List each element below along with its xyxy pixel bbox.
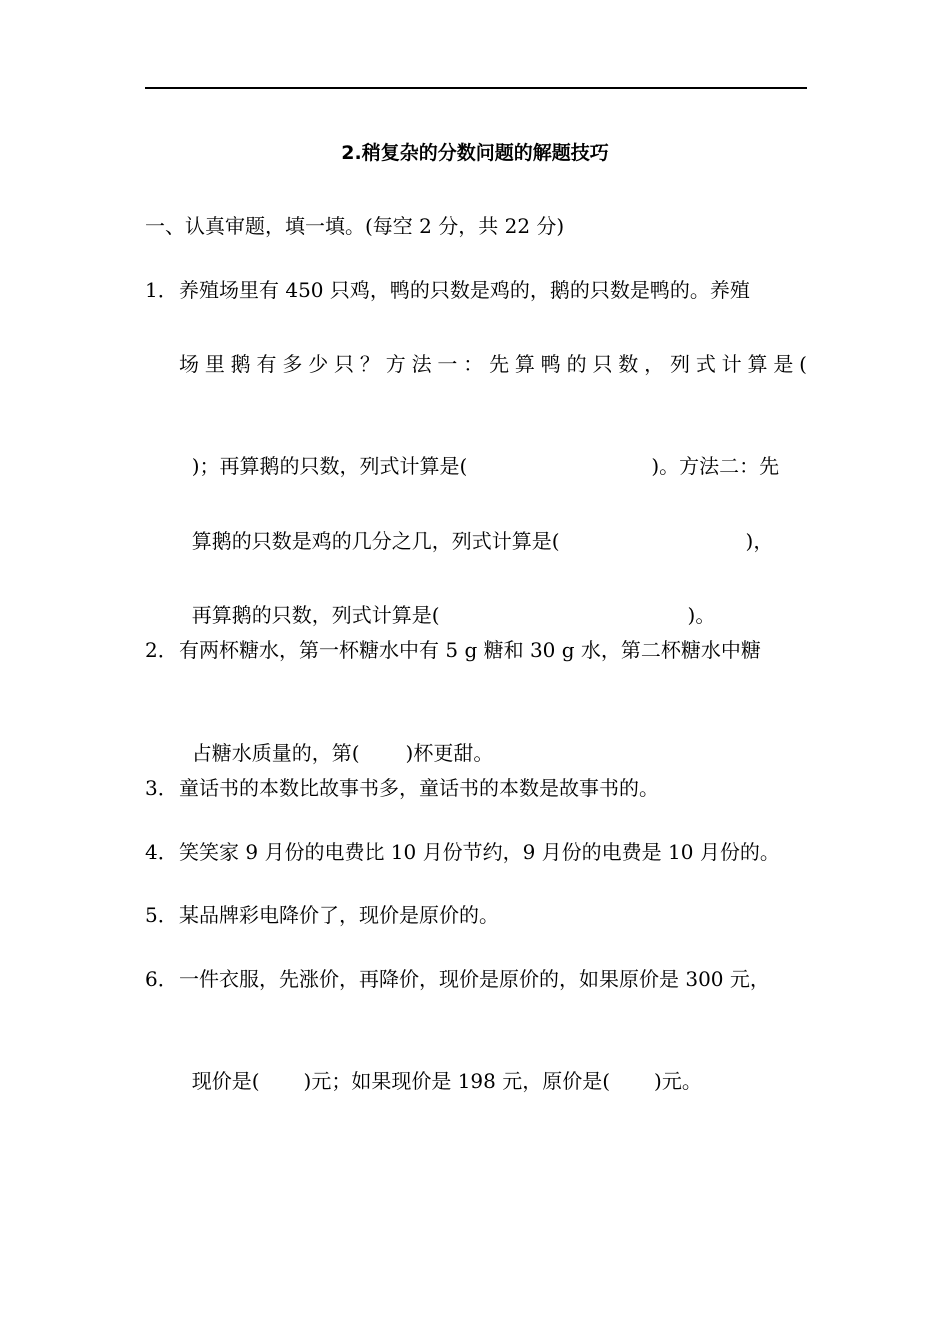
question-1-line-3 [179, 424, 779, 480]
question-6-number: 6． [145, 967, 178, 991]
question-5-number: 5． [145, 903, 178, 927]
question-1-text-5b: )。 [687, 603, 716, 627]
question-6-line-2 [179, 1039, 702, 1095]
question-1-text-4b: )， [745, 529, 774, 553]
question-1-text-4a: 算鹅的只数是鸡的几分之几，列式计算是( [191, 529, 560, 553]
question-6-text-2b: )元；如果现价是 198 元，原价是( [303, 1069, 611, 1093]
question-2-line-1: 有两杯糖水，第一杯糖水中有 5 g 糖和 30 g 水，第二杯糖水中糖 [179, 638, 761, 662]
question-2-line-2 [179, 711, 493, 767]
header-rule [145, 87, 807, 89]
question-5-line-1: 某品牌彩电降价了，现价是原价的。 [179, 903, 499, 927]
question-1-text-3b: )。方法二：先 [651, 454, 780, 478]
question-1-line-5 [179, 573, 715, 629]
question-6-text-2a: 现价是( [191, 1069, 260, 1093]
question-4-line-1: 笑笑家 9 月份的电费比 10 月份节约，9 月份的电费是 10 月份的。 [179, 840, 780, 864]
question-1-text-5a: 再算鹅的只数，列式计算是( [191, 603, 440, 627]
question-1-text-3a: )；再算鹅的只数，列式计算是( [191, 454, 468, 478]
question-6-text-2c: )元。 [654, 1069, 702, 1093]
question-1-line-4 [179, 499, 773, 555]
question-2-text-2b: )杯更甜。 [405, 741, 494, 765]
question-6-line-1: 一件衣服，先涨价，再降价，现价是原价的，如果原价是 300 元， [179, 967, 770, 991]
question-2-number: 2． [145, 638, 178, 662]
section-heading: 一、认真审题，填一填。(每空 2 分，共 22 分) [145, 214, 565, 238]
question-3-line-1: 童话书的本数比故事书多，童话书的本数是故事书的。 [179, 776, 659, 800]
question-3-number: 3． [145, 776, 178, 800]
question-1-line-1: 养殖场里有 450 只鸡，鸭的只数是鸡的，鹅的只数是鸭的。养殖 [179, 278, 750, 302]
page-title: 2.稍复杂的分数问题的解题技巧 [341, 142, 609, 164]
question-1-line-2: 场里鹅有多少只？方法一：先算鸭的只数，列式计算是( [179, 352, 807, 376]
question-4-number: 4． [145, 840, 178, 864]
question-2-text-2a: 占糖水质量的，第( [191, 741, 360, 765]
question-1-number: 1． [145, 278, 178, 302]
